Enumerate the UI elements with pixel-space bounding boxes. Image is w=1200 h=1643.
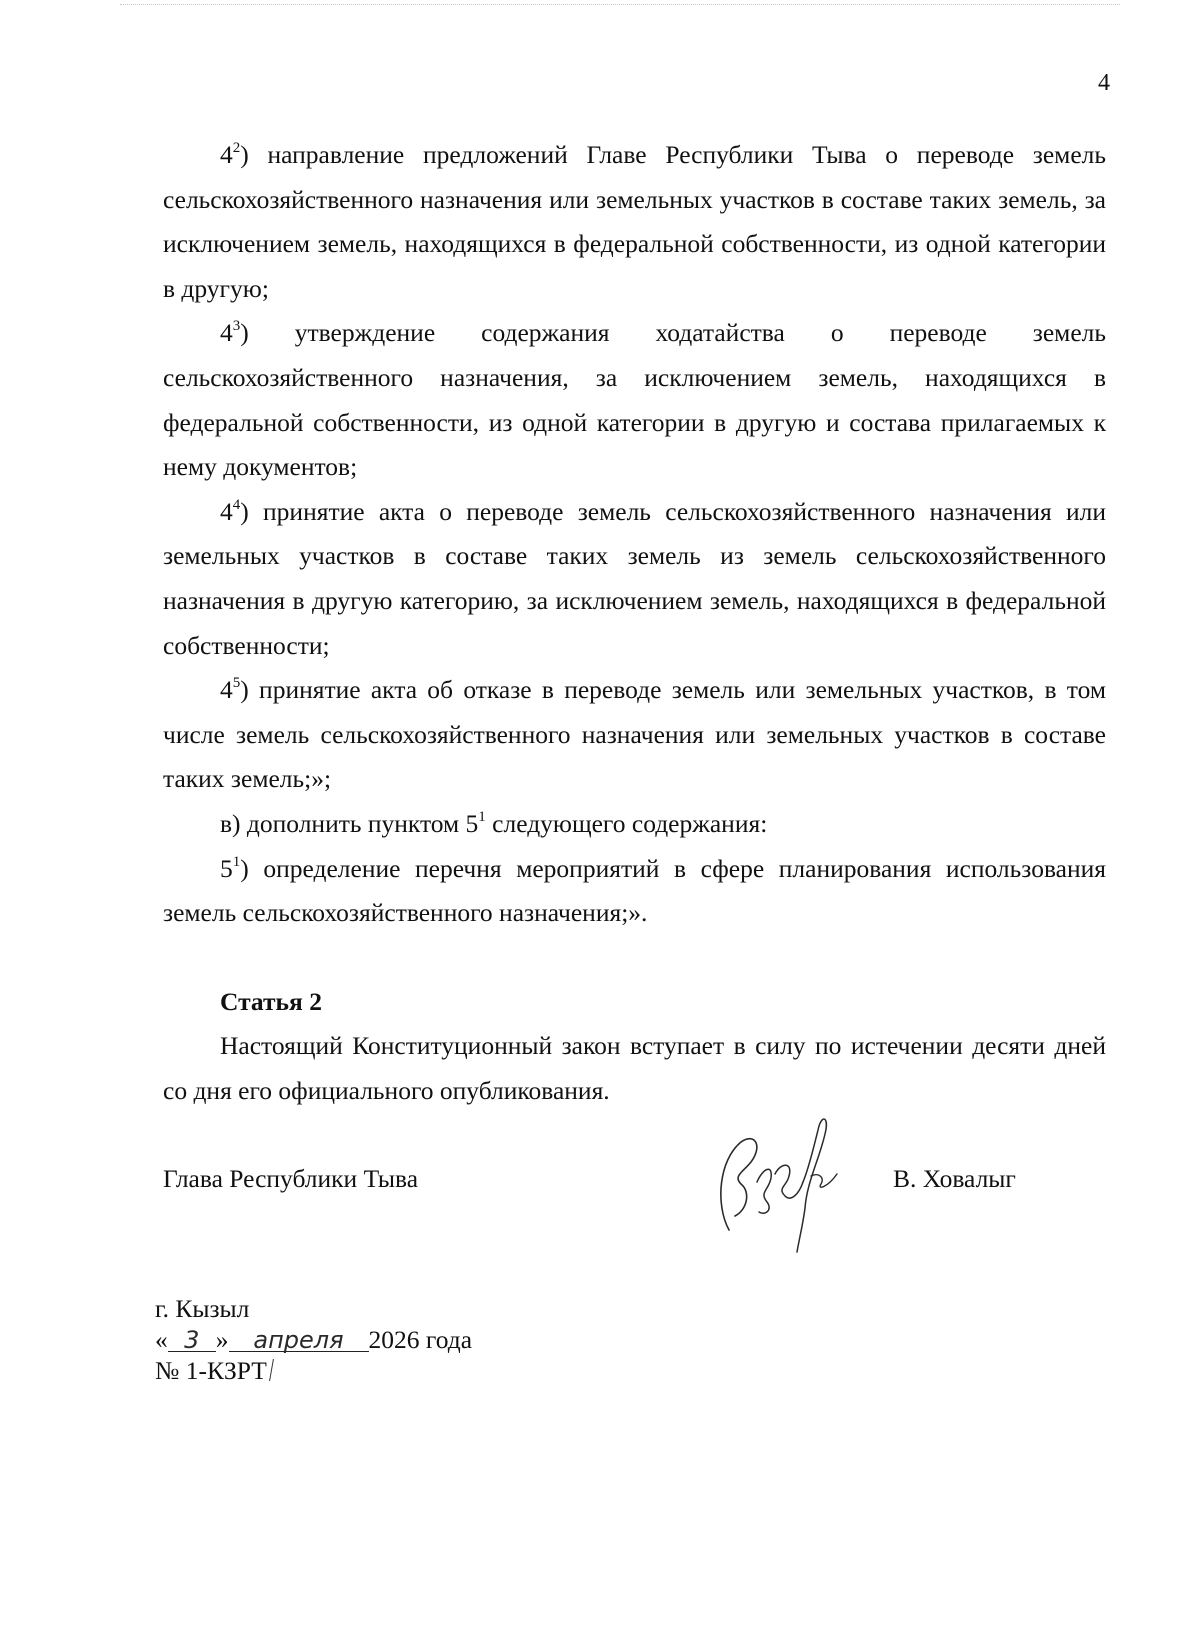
- list-item-4-3: $4^3$) утверждение содержания ходатайства о переводе земель сельскохозяйственного назначения, за исключением земель, находящихся в федеральной собственности, из одной категории в другую и состава прилагаемых к нему документов;: [163, 318, 1106, 482]
- page-number: 4: [1098, 70, 1110, 96]
- place-date-block: [155, 1293, 472, 1386]
- date-year: 2026 года: [368, 1325, 473, 1354]
- city: г. Кызыл: [155, 1294, 250, 1323]
- list-item-4-2: $4^2$) направление предложений Главе Республики Тыва о переводе земель сельскохозяйственного назначения или земельных участков в составе таких земель, за исключением земель, находящихся в федеральной собственности, из одной категории в другую;: [163, 139, 1106, 303]
- list-item-4-4: $4^4$) принятие акта о переводе земель сельскохозяйственного назначения или земельных участков в составе таких земель из земель сельскохозяйственного назначения в другую категорию, за исключением земель, находящихся в федеральной собственности;: [163, 496, 1106, 660]
- list-item-4-5: $4^5$) принятие акта об отказе в переводе земель или земельных участков, в том числе земель сельскохозяйственного назначения или земельных участков в составе таких земель;»;: [163, 674, 1106, 794]
- scan-edge-artifact: [120, 4, 1120, 7]
- list-item-5-1: $5^1$) определение перечня мероприятий в сфере планирования использования земель сельскохозяйственного назначения;».: [163, 853, 1106, 928]
- pen-tick-mark: [269, 1359, 276, 1381]
- document-body: [163, 133, 1106, 1113]
- law-number: № 1-КЗРТ: [155, 1355, 472, 1386]
- handwritten-day: 3: [168, 1329, 216, 1352]
- handwritten-month: апреля: [229, 1329, 369, 1352]
- signer-name: В. Ховалыг: [893, 1164, 1016, 1193]
- handwritten-signature: [707, 1112, 847, 1254]
- signer-title: Глава Республики Тыва: [163, 1164, 419, 1193]
- article-2-title: Статья 2: [220, 986, 322, 1016]
- signing-date: « 3 » апреля 2026 года: [155, 1325, 473, 1354]
- supplement-instruction: в) дополнить пунктом $5^1$ следующего содержания:: [220, 808, 768, 838]
- article-2-text: Настоящий Конституционный закон вступает в силу по истечении десяти дней со дня его официального опубликования.: [163, 1031, 1106, 1105]
